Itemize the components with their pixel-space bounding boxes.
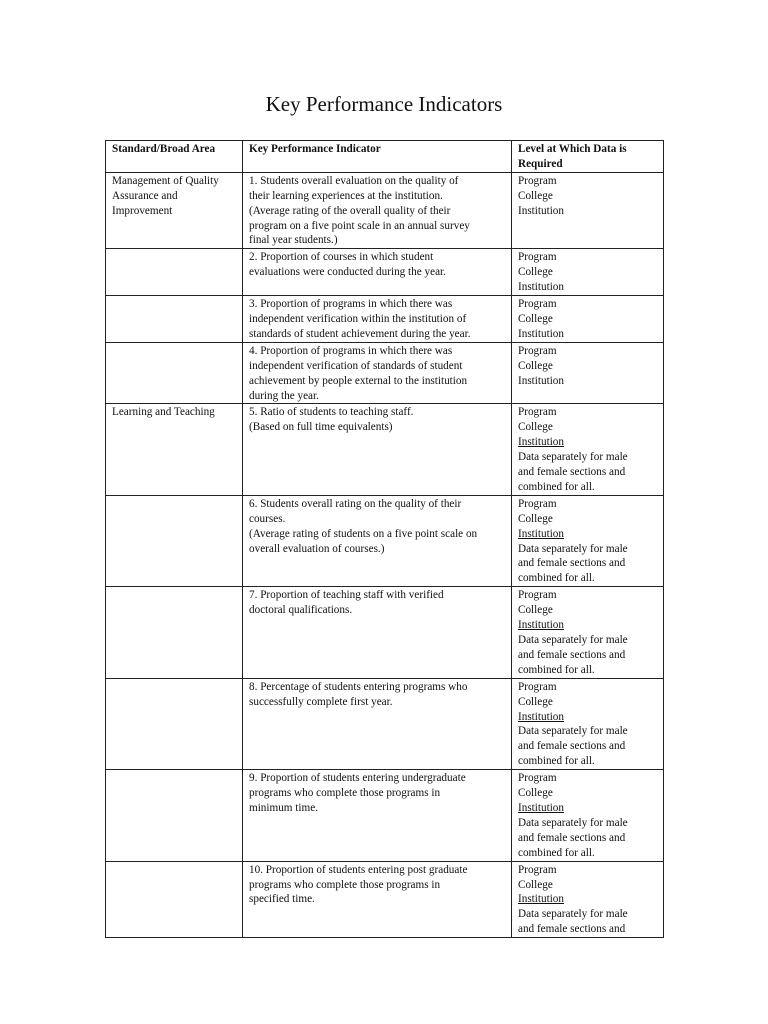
cell-line: College [518, 878, 553, 891]
cell-line: Institution [518, 801, 564, 814]
cell-line: 1. Students overall evaluation on the quality of [249, 174, 459, 187]
cell-kpi [243, 587, 512, 678]
cell-line: Data separately for male [518, 908, 628, 921]
cell-area [106, 678, 243, 769]
cell-line: Required [518, 157, 563, 170]
cell-line: Data separately for male [518, 542, 628, 555]
cell-line: College [518, 604, 553, 617]
cell-line: Program [518, 174, 557, 187]
cell-line: Program [518, 251, 557, 264]
table-row [106, 678, 664, 769]
cell-line: Data separately for male [518, 816, 628, 829]
cell-line: combined for all. [518, 846, 595, 859]
cell-line: Program [518, 344, 557, 357]
cell-kpi [243, 678, 512, 769]
cell-level [512, 172, 664, 249]
cell-line: combined for all. [518, 480, 595, 493]
cell-line: programs who complete those programs in [249, 787, 441, 800]
cell-area [106, 342, 243, 404]
cell-kpi [243, 495, 512, 586]
table-row [106, 770, 664, 861]
cell-level [512, 342, 664, 404]
table-body [106, 172, 664, 937]
cell-line: College [518, 266, 553, 279]
cell-area [106, 172, 243, 249]
page-title: Key Performance Indicators [265, 92, 503, 116]
cell-line: independent verification within the institution of [249, 312, 467, 325]
cell-line: combined for all. [518, 663, 595, 676]
cell-line: College [518, 359, 553, 372]
cell-line: Institution [518, 893, 564, 906]
header-kpi: Key Performance Indicator [243, 141, 512, 173]
cell-line: final year students.) [249, 234, 338, 247]
cell-level [512, 495, 664, 586]
cell-line: successfully complete first year. [249, 695, 393, 708]
kpi-table [105, 140, 664, 938]
cell-area [106, 296, 243, 343]
cell-line: combined for all. [518, 755, 595, 768]
cell-line: Institution [518, 619, 564, 632]
cell-line: independent verification of standards of student [249, 359, 463, 372]
cell-line: combined for all. [518, 572, 595, 585]
cell-line: 4. Proportion of programs in which there was [249, 344, 453, 357]
cell-line: Learning and Teaching [112, 406, 215, 419]
cell-area [106, 770, 243, 861]
cell-line: Institution [518, 281, 564, 294]
cell-line: specified time. [249, 893, 315, 906]
cell-line: Assurance and [112, 189, 178, 202]
cell-line: (Average rating of students on a five point scale on [249, 527, 478, 540]
cell-line: College [518, 421, 553, 434]
table-row [106, 249, 664, 296]
header-level [512, 141, 664, 173]
cell-line: 3. Proportion of programs in which there was [249, 298, 453, 311]
cell-line: 9. Proportion of students entering undergraduate [249, 772, 466, 785]
cell-level [512, 249, 664, 296]
cell-line: their learning experiences at the institution. [249, 189, 443, 202]
cell-line: College [518, 512, 553, 525]
cell-line: achievement by people external to the institution [249, 374, 468, 387]
cell-line: and female sections and [518, 557, 626, 570]
table-header [106, 141, 664, 173]
cell-line: and female sections and [518, 466, 626, 479]
cell-level [512, 296, 664, 343]
cell-line: Institution [518, 710, 564, 723]
cell-line: Program [518, 680, 557, 693]
cell-line: Management of Quality [112, 174, 219, 187]
cell-line: Level at Which Data is [518, 143, 627, 155]
cell-line: Institution [518, 436, 564, 449]
header-area: Standard/Broad Area [106, 141, 243, 173]
cell-line: evaluations were conducted during the year. [249, 266, 446, 279]
cell-line: minimum time. [249, 801, 318, 814]
cell-line: 8. Percentage of students entering programs who [249, 680, 468, 693]
cell-kpi [243, 296, 512, 343]
header-row [106, 141, 664, 173]
cell-line: Improvement [112, 204, 173, 217]
cell-line: Institution [518, 204, 564, 217]
table-row [106, 296, 664, 343]
cell-line: Program [518, 298, 557, 311]
cell-line: 6. Students overall rating on the quality of their [249, 497, 462, 510]
cell-line: Institution [518, 374, 564, 387]
cell-kpi [243, 404, 512, 495]
cell-line: Program [518, 406, 557, 419]
cell-kpi [243, 861, 512, 938]
cell-kpi [243, 172, 512, 249]
cell-line: Program [518, 497, 557, 510]
table-row [106, 495, 664, 586]
cell-line: programs who complete those programs in [249, 878, 441, 891]
cell-line: Program [518, 589, 557, 602]
cell-line: and female sections and [518, 923, 626, 936]
table-row [106, 342, 664, 404]
cell-kpi [243, 770, 512, 861]
cell-line: courses. [249, 512, 286, 525]
cell-line: (Average rating of the overall quality of their [249, 204, 451, 217]
cell-line: and female sections and [518, 740, 626, 753]
cell-level [512, 404, 664, 495]
cell-line: 2. Proportion of courses in which student [249, 251, 434, 264]
cell-kpi [243, 249, 512, 296]
cell-line: (Based on full time equivalents) [249, 421, 393, 434]
cell-area [106, 587, 243, 678]
table-row [106, 861, 664, 938]
cell-level [512, 678, 664, 769]
cell-line: overall evaluation of courses.) [249, 542, 385, 555]
cell-line: program on a five point scale in an annual survey [249, 219, 470, 232]
cell-line: 10. Proportion of students entering post graduate [249, 863, 468, 876]
cell-area [106, 495, 243, 586]
cell-level [512, 861, 664, 938]
cell-line: and female sections and [518, 648, 626, 661]
cell-line: Data separately for male [518, 725, 628, 738]
cell-line: Program [518, 863, 557, 876]
cell-line: standards of student achievement during the year. [249, 327, 471, 340]
cell-area [106, 249, 243, 296]
cell-line: Institution [518, 327, 564, 340]
cell-line: doctoral qualifications. [249, 604, 353, 617]
cell-line: Data separately for male [518, 634, 628, 646]
cell-line: and female sections and [518, 831, 626, 844]
table-row [106, 404, 664, 495]
cell-line: Data separately for male [518, 451, 628, 464]
cell-line: 5. Ratio of students to teaching staff. [249, 406, 414, 419]
cell-area [106, 404, 243, 495]
cell-line: Institution [518, 527, 564, 540]
cell-line: during the year. [249, 389, 319, 402]
cell-line: Program [518, 772, 557, 785]
cell-line: College [518, 787, 553, 800]
cell-line: 7. Proportion of teaching staff with verified [249, 589, 444, 602]
table-row [106, 587, 664, 678]
table-row [106, 172, 664, 249]
cell-line: College [518, 695, 553, 708]
cell-area [106, 861, 243, 938]
cell-kpi [243, 342, 512, 404]
cell-line: College [518, 312, 553, 325]
cell-line: College [518, 189, 553, 202]
cell-level [512, 587, 664, 678]
cell-level [512, 770, 664, 861]
